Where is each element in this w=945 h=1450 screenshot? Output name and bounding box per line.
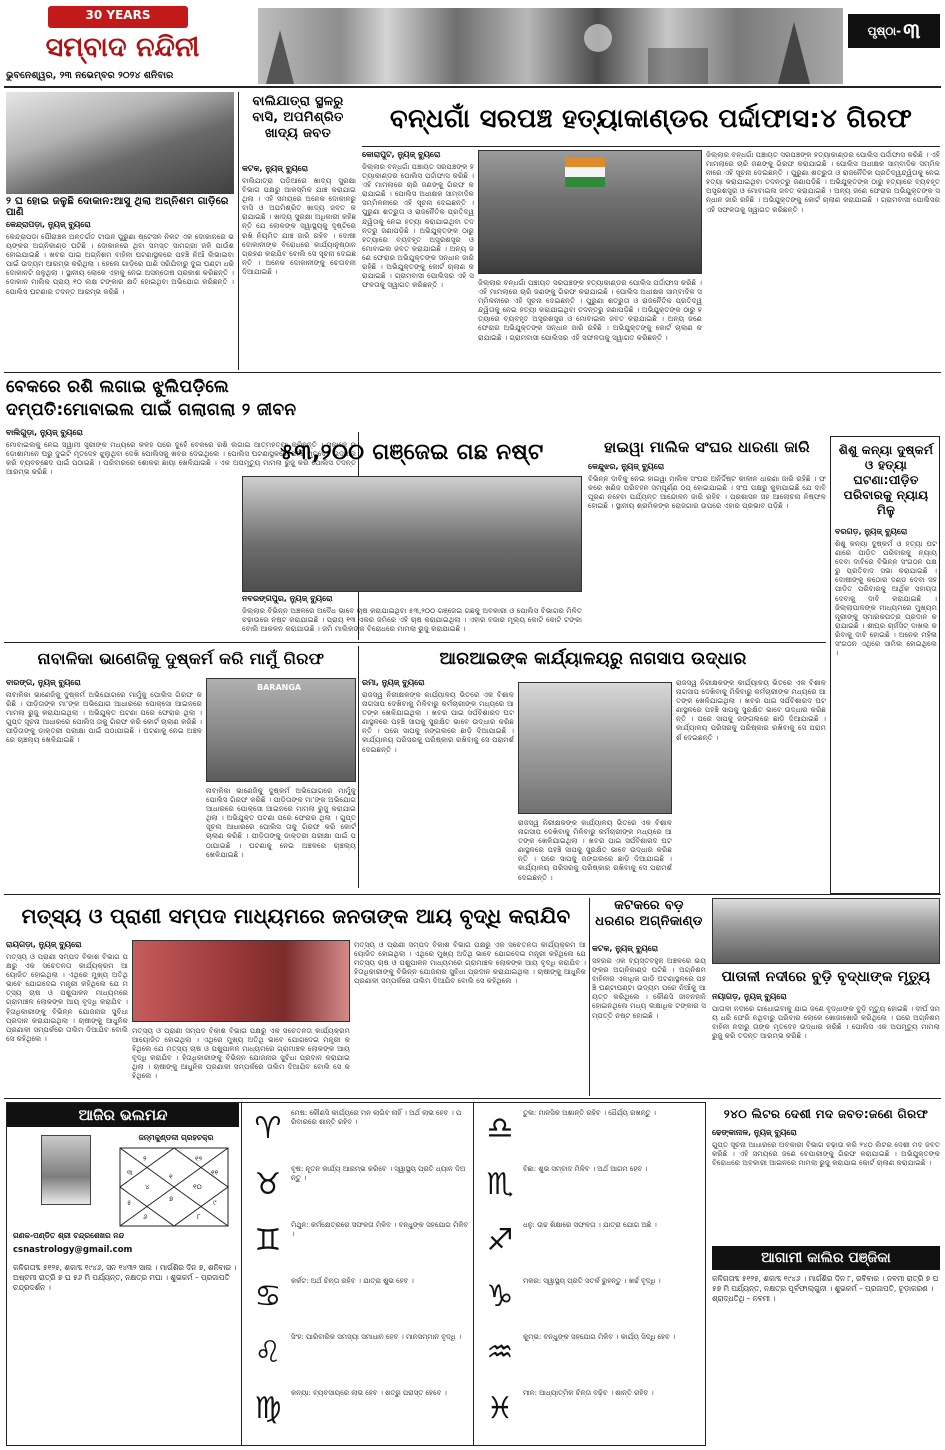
libra-text: ତୁଳା: ମାନସିକ ଅଶାନ୍ତି ରହିବ । ଧୈର୍ଯ୍ୟ ରଖନ୍ତୁ ।: [523, 1109, 656, 1117]
liquor-byline: ଢେଙ୍କାନାଳ, ନ୍ୟୁଜ୍ ବ୍ୟୁରୋ: [712, 1128, 797, 1137]
couple-byline: ବାଲିଗୁଡ଼ା, ନ୍ୟୁଜ୍ ବ୍ୟୁରୋ: [6, 428, 83, 437]
section-rule-1: [4, 372, 941, 373]
kundali-num-3: ୩: [127, 1169, 133, 1177]
kundali-num-7: ୭: [169, 1195, 174, 1203]
capricorn-icon: ♑: [486, 1278, 514, 1314]
minor-headline[interactable]: ନାବାଳିକା ଭାଣେଜିକୁ ଦୁଷ୍କର୍ମ କରି ମାମୁଁ ଗିରଫ: [37, 649, 325, 668]
sarpanch-col-c: [706, 150, 940, 370]
snake-col-a: [362, 678, 514, 888]
section-rule-2: [4, 642, 826, 643]
kundali-num-10: ୧୦: [193, 1183, 202, 1191]
balijatra-headline[interactable]: ବାଲିଯାତ୍ରା ସ୍ଥଳରୁ ବାସି, ଅପମିଶ୍ରିତ ଖାଦ୍ୟ ଜବତ: [252, 94, 344, 141]
sarpanch-headline[interactable]: ବନ୍ଧଗାଁ ସରପଞ୍ଚ ହତ୍ୟାକାଣ୍ଡର ପର୍ଦ୍ଦାଫାସ:୪ ଗିରଫ: [389, 104, 913, 134]
police-station-photo: [206, 678, 356, 782]
highway-headline[interactable]: ହାଇୱା ମାଲିକ ସଂଘର ଧାରଣା ଜାରି: [604, 438, 810, 456]
girl-child-byline: ବରଗଡ଼, ନ୍ୟୁଜ୍ ବ୍ୟୁରୋ: [835, 527, 908, 536]
fish-event-photo: [132, 940, 350, 1022]
page-number: ୩: [903, 18, 921, 44]
drowning-body: ପାତାଳୀ ନଦୀରେ ଗାଧୋଇବାକୁ ଯାଇ ଜଣେ ବୃଦ୍ଧାଙ୍କ ବୁଡ଼ି ମୃତ୍ୟୁ ହୋଇଛି । ଦୀର୍ଘ ସମୟ ଧରି ଫେରି ନଥିବାରୁ ପରିବାର ଲୋକେ ଖୋଜାଖୋଜି କରିଥିଲେ । ପରେ ଅଗ୍ନିଶମ ବାହିନୀ ନଦୀରୁ ତାଙ୍କ ମୃତଦେହ ଉଦ୍ଧାର କରିଛି । ପୋଲିସ ଏକ ଅପମୃତ୍ୟୁ ମାମଲା ରୁଜୁ କରି ତଦନ୍ତ ଆରମ୍ଭ କରିଛି ।: [712, 1004, 940, 1041]
panjika-today: କଳିଗତାବ୍ଦ ୫୧୨୫, ଶକାବ୍ଦ ୧୯୪୬, ସନ ୧୪୩୨ ସାଲ । ମାର୍ଗଶିର ଦିନ ୭, ଶନିବାର । ଅଷ୍ଟମୀ ରାତ୍ରି ୭ ଘ ୫୬ ମି ପର୍ଯ୍ୟନ୍ତ, ନକ୍ଷତ୍ର ମଘା । ଶୁଭକର୍ମ – ପ୍ରଜାପତି ଚନ୍ଦ୍ରଦର୍ଶନ ।: [13, 1263, 237, 1292]
snake-body-cont: ରାଜସ୍ୱ ନିରୀକ୍ଷକଙ୍କ କାର୍ଯ୍ୟାଳୟ ଭିତରେ ଏକ ବିଶାଳ ନାଗସାପ ଦେଖିବାକୁ ମିଳିବାରୁ କର୍ମଚାରୀଙ୍କ ମଧ୍ୟରେ ଆତଙ୍କ ଖେଳିଯାଇଥିଲା । ଖବର ପାଇ ସର୍ପବିଶାରଦ ଘଟଣାସ୍ଥଳରେ ପହଞ୍ଚି ସାପକୁ ସୁରକ୍ଷିତ ଭାବେ ଉଦ୍ଧାର କରିଛନ୍ତି । ପରେ ସାପକୁ ଜଙ୍ଗଲରେ ଛାଡ଼ି ଦିଆଯାଇଛି । କାର୍ଯ୍ୟାଳୟ ପରିସରକୁ ପରିଷ୍କାର ରଖିବାକୁ ସେ ପରାମର୍ଶ ଦେଇଛନ୍ତି ।: [518, 818, 672, 882]
horoscope-mid-divider: [473, 1103, 474, 1445]
sarpanch-body-cont: ଜିଲ୍ଲାର ବନ୍ଧଗାଁ ପଞ୍ଚାୟତ ସରପଞ୍ଚଙ୍କ ହତ୍ୟାକାଣ୍ଡର ପୋଲିସ ପର୍ଦ୍ଦାଫାସ କରିଛି । ଏହି ମାମଲାରେ ଚାରି ଜଣଙ୍କୁ ଗିରଫ କରାଯାଇଛି । ପୋଲିସ ଅଧୀକ୍ଷକ ସାମ୍ବାଦିକ ସମ୍ମିଳନୀରେ ଏହି ସୂଚନା ଦେଇଛନ୍ତି । ପୁରୁଣା ଶତ୍ରୁତା ଓ ରାଜନୈତିକ ପ୍ରତିଦ୍ୱନ୍ଦ୍ୱିତାକୁ ନେଇ ହତ୍ୟା କରାଯାଇଥିବା ତଦନ୍ତରୁ ଜଣାପଡ଼ିଛି । ଅଭିଯୁକ୍ତଙ୍କ ଠାରୁ ହତ୍ୟାରେ ବ୍ୟବହୃତ ଅସ୍ତ୍ରଶସ୍ତ୍ର ଓ ମୋବାଇଲ ଜବତ କରାଯାଇଛି । ଅନ୍ୟ ଜଣେ ଫେରାର ଅଭିଯୁକ୍ତଙ୍କ ସନ୍ଧାନ ଜାରି ରହିଛି । ଅଭିଯୁକ୍ତଙ୍କୁ କୋର୍ଟ ଚାଲାଣ କରାଯାଇଛି । ଗ୍ରାମବାସୀ ପୋଲିସର ଏହି ସଫଳତାକୁ ସ୍ୱାଗତ କରିଛନ୍ତି ।: [478, 278, 702, 342]
kundali-label: ଜନ୍ମକୁଣ୍ଡଳୀ ଗ୍ରହଚକ୍ର: [138, 1133, 214, 1142]
kundali-num-8: ୮: [197, 1213, 201, 1221]
libra-icon: ♎: [486, 1110, 514, 1146]
minor-body-cont: ନାବାଳିକା ଭାଣେଜିକୁ ଦୁଷ୍କର୍ମ ଅଭିଯୋଗରେ ମାମୁଁକୁ ପୋଲିସ ଗିରଫ କରିଛି । ପୀଡ଼ିତାଙ୍କ ମା’ଙ୍କ ଅଭିଯୋଗ ଆଧାରରେ ପୋକ୍ସୋ ଆଇନରେ ମାମଲା ରୁଜୁ କରାଯାଇଥିଲା । ଅଭିଯୁକ୍ତ ଘଟଣା ପରେ ଫେରାର ଥିଲା । ଗୁପ୍ତ ସୂଚନା ଆଧାରରେ ପୋଲିସ ତାକୁ ଗିରଫ କରି କୋର୍ଟ ଚାଲାଣ କରିଛି । ପୀଡ଼ିତାଙ୍କୁ ଡାକ୍ତରୀ ପରୀକ୍ଷା ପାଇଁ ପଠାଯାଇଛି । ଘଟଣାକୁ ନେଇ ଅଞ୍ଚଳରେ ଚାଞ୍ଚଲ୍ୟ ଖେଳିଯାଇଛି ।: [206, 786, 356, 859]
fish-headline[interactable]: ମତ୍ସ୍ୟ ଓ ପ୍ରାଣୀ ସମ୍ପଦ ମାଧ୍ୟମରେ ଜନତାଙ୍କ ଆୟ ବୃଦ୍ଧି କରାଯିବ: [21, 904, 571, 928]
masthead-rule: [4, 86, 941, 88]
fire-shop-photo: [6, 92, 234, 194]
sarpanch-col-b: [478, 278, 702, 370]
masthead: [0, 0, 945, 86]
minor-body: ନାବାଳିକା ଭାଣେଜିକୁ ଦୁଷ୍କର୍ମ ଅଭିଯୋଗରେ ମାମୁଁକୁ ପୋଲିସ ଗିରଫ କରିଛି । ପୀଡ଼ିତାଙ୍କ ମା’ଙ୍କ ଅଭିଯୋଗ ଆଧାରରେ ପୋକ୍ସୋ ଆଇନରେ ମାମଲା ରୁଜୁ କରାଯାଇଥିଲା । ଅଭିଯୁକ୍ତ ଘଟଣା ପରେ ଫେରାର ଥିଲା । ଗୁପ୍ତ ସୂଚନା ଆଧାରରେ ପୋଲିସ ତାକୁ ଗିରଫ କରି କୋର୍ଟ ଚାଲାଣ କରିଛି । ପୀଡ଼ିତାଙ୍କୁ ଡାକ୍ତରୀ ପରୀକ୍ଷା ପାଇଁ ପଠାଯାଇଛି । ଘଟଣାକୁ ନେଇ ଅଞ୍ଚଳରେ ଚାଞ୍ଚଲ୍ୟ ଖେଳିଯାଇଛି ।: [6, 690, 202, 745]
taurus-icon: ♉: [254, 1166, 282, 1202]
drowning-byline: ନୟାଗଡ଼, ନ୍ୟୁଜ୍ ବ୍ୟୁରୋ: [712, 992, 787, 1001]
snake-col-b: [518, 818, 672, 888]
liquor-article: [712, 1128, 940, 1240]
highway-body: ବିଭିନ୍ନ ଦାବିକୁ ନେଇ ହାଇୱା ମାଲିକ ସଂଘର ଅନିର୍ଦ୍ଦିଷ୍ଟ କାଳୀନ ଧାରଣା ଜାରି ରହିଛି । ଫଳରେ ଖଣିଜ ପରିବହନ ସମ୍ପୂର୍ଣ୍ଣ ଠପ୍ ହୋଇଯାଇଛି । ସଂଘ ପକ୍ଷରୁ କୁହାଯାଇଛି ଯେ ଦାବି ପୂରଣ ନହେବା ପର୍ଯ୍ୟନ୍ତ ଆନ୍ଦୋଳନ ଜାରି ରହିବ । ପ୍ରଶାସନ ସହ ଆଲୋଚନା ନିଷ୍ଫଳ ହୋଇଛି । ସ୍ଥାନୀୟ ଶ୍ରମିକଙ୍କ ରୋଜଗାର ଉପରେ ଏହାର ପ୍ରଭାବ ପଡ଼ିଛି ।: [588, 474, 826, 511]
cuttack-fire-headline[interactable]: କଟକରେ ବଡ଼ ଧରଣର ଅଗ୍ନିକାଣ୍ଡ: [595, 898, 703, 929]
kundali-numbers: [119, 1147, 229, 1227]
leo-icon: ♌: [254, 1334, 282, 1370]
flag-icon: [565, 157, 605, 187]
couple-headline[interactable]: ବେକରେ ରଶି ଲଗାଇ ଝୁଲିପଡ଼ିଲେ ଦମ୍ପତି:ମୋବାଇଲ ପାଇଁ ଗଲାଗଲା ୨ ଜୀବନ: [6, 377, 297, 420]
minor-col-a: [6, 678, 202, 888]
girl-child-article: [835, 527, 937, 891]
girl-child-box: [830, 436, 940, 894]
sagittarius-text: ଧନୁ: ଉଚ୍ଚ ଶିକ୍ଷାରେ ସଫଳତା । ଯାତ୍ରା ଯୋଗ ଅଛି ।: [523, 1221, 657, 1229]
years-label: 30 YEARS: [85, 8, 151, 22]
pisces-icon: ♓: [486, 1390, 514, 1426]
horoscope-title: ଆଜିର ଭଲମନ୍ଦ: [78, 1106, 168, 1124]
balijatra-byline: କଟକ, ନ୍ୟୁଜ୍ ବ୍ୟୁରୋ: [242, 164, 309, 173]
fire-shop-article: [6, 220, 234, 370]
banner-photo-strip: [258, 8, 843, 84]
police-station-sign: BARANGA: [257, 683, 302, 692]
ganja-headline[interactable]: ୫୩,୨୦୦ ଗଞ୍ଜେଇ ଗଛ ନଷ୍ଟ: [280, 440, 544, 465]
drowning-article: [712, 992, 940, 1096]
highway-byline: କେନ୍ଦୁଝର, ନ୍ୟୁଜ୍ ବ୍ୟୁରୋ: [588, 462, 665, 471]
dateline: ଭୁବନେଶ୍ୱର, ୨୩ ନଭେମ୍ବର ୨୦୨୪ ଶନିବାର: [6, 70, 174, 81]
horoscope-divider: [241, 1103, 242, 1445]
cuttack-fire-article: [592, 944, 706, 1096]
snake-headline[interactable]: ଆରଆଇଙ୍କ କାର୍ଯ୍ୟାଳୟରୁ ନାଗସାପ ଉଦ୍ଧାର: [439, 649, 747, 669]
press-conference-photo: [478, 150, 702, 274]
cancer-icon: ♋: [254, 1278, 282, 1314]
aquarius-text: କୁମ୍ଭ: ବନ୍ଧୁଙ୍କ ସହଯୋଗ ମିଳିବ । କାର୍ଯ୍ୟ ସିଦ୍ଧି ହେବ ।: [523, 1333, 676, 1341]
snake-col-c: [676, 678, 826, 888]
gemini-icon: ♊: [254, 1222, 282, 1258]
virgo-icon: ♍: [254, 1390, 282, 1426]
astrologer-photo: [41, 1135, 91, 1205]
col-rule-1: [238, 92, 239, 370]
balijatra-article: [242, 164, 356, 370]
ganja-article: [242, 594, 582, 638]
aries-text: ମେଷ: କୌଣସି କାର୍ଯ୍ୟରେ ମନ ଲାଗିବ ନାହିଁ । ଅର୍ଥ ଲାଭ ହେବ । ପରିବାରରେ ଶାନ୍ତି ରହିବ ।: [291, 1109, 462, 1126]
minor-byline: ବାରଙ୍ଗ, ନ୍ୟୁଜ୍ ବ୍ୟୁରୋ: [6, 678, 81, 687]
highway-article: [588, 462, 826, 640]
pisces-text: ମୀନ: ଆଧ୍ୟାତ୍ମିକ ଚିନ୍ତା ବଢ଼ିବ । ଶାନ୍ତି ରହିବ ।: [523, 1389, 654, 1397]
panjika-tomorrow-title: ଆଗାମୀ କାଲିର ପଞ୍ଜିକା: [761, 1250, 891, 1266]
newspaper-logo[interactable]: ସମ୍ବାଦ ନନ୍ଦିନୀ: [45, 32, 200, 63]
kundali-num-2: ୨: [143, 1155, 147, 1163]
col-rule-3: [358, 646, 359, 888]
balijatra-body: ବାଲିଯାତ୍ରା ପଡ଼ିଆରେ ଖାଦ୍ୟ ସୁରକ୍ଷା ବିଭାଗ ପକ୍ଷରୁ ଆକସ୍ମିକ ଯାଞ୍ଚ କରାଯାଇଥିଲା । ଏହି ସମୟରେ ଅନେକ ଦୋକାନରୁ ବାସି ଓ ଅପମିଶ୍ରିତ ଖାଦ୍ୟ ଜବତ କରାଯାଇଛି । ଖାଦ୍ୟ ସୁରକ୍ଷା ଅଧିକାରୀ କହିଛନ୍ତି ଯେ ଲୋକଙ୍କ ସ୍ୱାସ୍ଥ୍ୟକୁ ଦୃଷ୍ଟିରେ ରଖି ନିୟମିତ ଯାଞ୍ଚ ଜାରି ରହିବ । ଦୋଷୀ ଦୋକାନୀଙ୍କ ବିରୋଧରେ କାର୍ଯ୍ୟାନୁଷ୍ଠାନ ଗ୍ରହଣ କରାଯିବ ବୋଲି ସେ ସୂଚନା ଦେଇଛନ୍ତି । ଅନେକ ଦୋକାନୀଙ୍କୁ ଚେତାବନୀ ଦିଆଯାଇଛି ।: [242, 176, 356, 276]
snake-body: ରାଜସ୍ୱ ନିରୀକ୍ଷକଙ୍କ କାର୍ଯ୍ୟାଳୟ ଭିତରେ ଏକ ବିଶାଳ ନାଗସାପ ଦେଖିବାକୁ ମିଳିବାରୁ କର୍ମଚାରୀଙ୍କ ମଧ୍ୟରେ ଆତଙ୍କ ଖେଳିଯାଇଥିଲା । ଖବର ପାଇ ସର୍ପବିଶାରଦ ଘଟଣାସ୍ଥଳରେ ପହଞ୍ଚି ସାପକୁ ସୁରକ୍ଷିତ ଭାବେ ଉଦ୍ଧାର କରିଛନ୍ତି । ପରେ ସାପକୁ ଜଙ୍ଗଲରେ ଛାଡ଼ି ଦିଆଯାଇଛି । କାର୍ଯ୍ୟାଳୟ ପରିସରକୁ ପରିଷ୍କାର ରଖିବାକୁ ସେ ପରାମର୍ଶ ଦେଇଛନ୍ତି ।: [362, 690, 514, 754]
cuttack-fire-byline: କଟକ, ନ୍ୟୁଜ୍ ବ୍ୟୁରୋ: [592, 944, 659, 953]
horoscope-section: [6, 1102, 706, 1446]
ganja-byline: ନବରଙ୍ଗପୁର, ନ୍ୟୁଜ୍ ବ୍ୟୁରୋ: [242, 594, 333, 603]
gemini-text: ମିଥୁନ: କର୍ମକ୍ଷେତ୍ରରେ ସଫଳତା ମିଳିବ । ବନ୍ଧୁଙ୍କ ସହଯୋଗ ମିଳିବ ।: [291, 1221, 471, 1238]
taurus-text: ବୃଷ: ନୂତନ କାର୍ଯ୍ୟ ଆରମ୍ଭ କରିବେ । ସ୍ୱାସ୍ଥ୍ୟ ପ୍ରତି ଧ୍ୟାନ ଦିଅନ୍ତୁ ।: [291, 1165, 466, 1182]
sarpanch-rule: [362, 146, 940, 147]
page-label: ପୃଷ୍ଠା-: [867, 23, 902, 38]
kundali-num-12: ୧୨: [195, 1155, 203, 1163]
scorpio-icon: ♏: [486, 1166, 514, 1202]
minor-col-b: [206, 786, 356, 888]
page-number-badge: [848, 14, 940, 48]
fish-col-b: [132, 1026, 350, 1096]
kundali-num-11: ୧୧: [211, 1169, 219, 1177]
cancer-text: କର୍କଟ: ଅର୍ଥ ଚିନ୍ତା ରହିବ । ଯାତ୍ରା ଶୁଭ ହେବ ।: [291, 1277, 414, 1285]
temple-icon: [258, 8, 843, 84]
fire-shop-body: କେନ୍ଦ୍ରାପଡ଼ା ପୌରାଞ୍ଚଳ ଅନ୍ତର୍ଗତ ଟାଉନ ପୁରୁଣା ଷ୍ଟେସନ ନିକଟ ଏକ ଦୋକାନରେ ଭୟଙ୍କର ଅଗ୍ନିକାଣ୍ଡ ଘଟିଛି । ଦୋକାନରେ ଥିବା ସମସ୍ତ ସାମଗ୍ରୀ ଜଳି ପାଉଁଶ ହୋଇଯାଇଛି । ଖବର ପାଇ ଅଗ୍ନିଶମ ବାହିନୀ ଘଟଣାସ୍ଥଳରେ ପହଞ୍ଚି ନିଆଁ ଲିଭାଇବା ପାଇଁ ଉଦ୍ୟମ ଆରମ୍ଭ କରିଥିଲା । ହେଲେ ଗାଡ଼ିରେ ପାଣି ସରିଯିବାରୁ ଦୁଇ ଘଣ୍ଟା ଧରି ଦୋକାନଟି ଜଳୁଥିଲା । ସ୍ଥାନୀୟ ଲୋକେ ଏହାକୁ ନେଇ ଅସନ୍ତୋଷ ପ୍ରକାଶ କରିଛନ୍ତି । ଦୋକାନ ମାଲିକ ପ୍ରାୟ ୧୦ ଲକ୍ଷ ଟଙ୍କାର କ୍ଷତି ହୋଇଥିବା ଅଭିଯୋଗ କରିଛନ୍ତି । ପୋଲିସ ଘଟଣାର ତଦନ୍ତ ଆରମ୍ଭ କରିଛି ।: [6, 232, 234, 296]
ganja-field-photo: [242, 476, 582, 592]
liquor-body: ଗୁପ୍ତ ସୂଚନା ଆଧାରରେ ଅବକାରୀ ବିଭାଗ ଚଢ଼ାଉ କରି ୨୪୦ ଲିଟର ଦେଶୀ ମଦ ଜବତ କରିଛି । ଏହି ସମୟରେ ଜଣେ ବେପାରୀଙ୍କୁ ଗିରଫ କରାଯାଇଛି । ଅଭିଯୁକ୍ତଙ୍କ ବିରୋଧରେ ଅବକାରୀ ଆଇନରେ ମାମଲା ରୁଜୁ କରାଯାଇ କୋର୍ଟ ଚାଲାଣ କରାଯାଇଛି ।: [712, 1140, 940, 1168]
fish-col-a: [6, 940, 128, 1096]
scorpio-text: ବିଛା: ଶୁଭ ସମ୍ବାଦ ମିଳିବ । ଅର୍ଥ ଆଗମ ହେବ ।: [523, 1165, 648, 1173]
col-rule-4: [589, 898, 590, 1096]
fish-body-cont: ମତ୍ସ୍ୟ ଓ ପ୍ରାଣୀ ସମ୍ପଦ ବିକାଶ ବିଭାଗ ପକ୍ଷରୁ ଏକ ସଚେତନତା କାର୍ଯ୍ୟକ୍ରମ ଆୟୋଜିତ ହୋଇଥିଲା । ଏଥିରେ ମୁଖ୍ୟ ଅତିଥି ଭାବେ ଯୋଗଦେଇ ମନ୍ତ୍ରୀ କହିଥିଲେ ଯେ ମତ୍ସ୍ୟ ଚାଷ ଓ ପଶୁପାଳନ ମାଧ୍ୟମରେ ଗ୍ରାମାଞ୍ଚଳ ଲୋକଙ୍କ ଆୟ ବୃଦ୍ଧି କରାଯିବ । ହିତାଧିକାରୀଙ୍କୁ ବିଭିନ୍ନ ଯୋଜନାର ସୁବିଧା ପ୍ରଦାନ କରାଯାଇଥିଲା । ଚାଷୀଙ୍କୁ ଆଧୁନିକ ପ୍ରଣାଳୀ ସମ୍ପର୍କରେ ତାଲିମ ଦିଆଯିବ ବୋଲି ସେ କହିଥିଲେ ।: [132, 1026, 350, 1081]
kundali-num-5: ୫: [127, 1199, 132, 1207]
fish-body-cont-2: ମତ୍ସ୍ୟ ଓ ପ୍ରାଣୀ ସମ୍ପଦ ବିକାଶ ବିଭାଗ ପକ୍ଷରୁ ଏକ ସଚେତନତା କାର୍ଯ୍ୟକ୍ରମ ଆୟୋଜିତ ହୋଇଥିଲା । ଏଥିରେ ମୁଖ୍ୟ ଅତିଥି ଭାବେ ଯୋଗଦେଇ ମନ୍ତ୍ରୀ କହିଥିଲେ ଯେ ମତ୍ସ୍ୟ ଚାଷ ଓ ପଶୁପାଳନ ମାଧ୍ୟମରେ ଗ୍ରାମାଞ୍ଚଳ ଲୋକଙ୍କ ଆୟ ବୃଦ୍ଧି କରାଯିବ । ହିତାଧିକାରୀଙ୍କୁ ବିଭିନ୍ନ ଯୋଜନାର ସୁବିଧା ପ୍ରଦାନ କରାଯାଇଥିଲା । ଚାଷୀଙ୍କୁ ଆଧୁନିକ ପ୍ରଣାଳୀ ସମ୍ପର୍କରେ ତାଲିମ ଦିଆଯିବ ବୋଲି ସେ କହିଥିଲେ ।: [354, 940, 586, 986]
girl-child-headline[interactable]: ଶିଶୁ କନ୍ୟା ଦୁଷ୍କର୍ମ ଓ ହତ୍ୟା ଘଟଣା:ପୀଡ଼ିତ ପରିବାରକୁ ନ୍ୟାୟ ମିଳୁ: [838, 443, 934, 517]
river-rescue-photo: [712, 898, 940, 964]
snake-byline: ରମା, ନ୍ୟୁଜ୍ ବ୍ୟୁରୋ: [362, 678, 425, 687]
aquarius-icon: ♒: [486, 1334, 514, 1370]
kundali-num-1: ୧: [169, 1173, 173, 1181]
horoscope-title-bar: [7, 1103, 239, 1127]
section-rule-4: [4, 1098, 941, 1099]
astrologer-name: ଗଣକ-ପଣ୍ଡିତ ଶ୍ରୀ ଚନ୍ଦ୍ରଶେଖର ନନ୍ଦ: [13, 1231, 125, 1240]
sarpanch-col-a: [362, 150, 474, 370]
sarpanch-body: ଜିଲ୍ଲାର ବନ୍ଧଗାଁ ପଞ୍ଚାୟତ ସରପଞ୍ଚଙ୍କ ହତ୍ୟାକାଣ୍ଡର ପୋଲିସ ପର୍ଦ୍ଦାଫାସ କରିଛି । ଏହି ମାମଲାରେ ଚାରି ଜଣଙ୍କୁ ଗିରଫ କରାଯାଇଛି । ପୋଲିସ ଅଧୀକ୍ଷକ ସାମ୍ବାଦିକ ସମ୍ମିଳନୀରେ ଏହି ସୂଚନା ଦେଇଛନ୍ତି । ପୁରୁଣା ଶତ୍ରୁତା ଓ ରାଜନୈତିକ ପ୍ରତିଦ୍ୱନ୍ଦ୍ୱିତାକୁ ନେଇ ହତ୍ୟା କରାଯାଇଥିବା ତଦନ୍ତରୁ ଜଣାପଡ଼ିଛି । ଅଭିଯୁକ୍ତଙ୍କ ଠାରୁ ହତ୍ୟାରେ ବ୍ୟବହୃତ ଅସ୍ତ୍ରଶସ୍ତ୍ର ଓ ମୋବାଇଲ ଜବତ କରାଯାଇଛି । ଅନ୍ୟ ଜଣେ ଫେରାର ଅଭିଯୁକ୍ତଙ୍କ ସନ୍ଧାନ ଜାରି ରହିଛି । ଅଭିଯୁକ୍ତଙ୍କୁ କୋର୍ଟ ଚାଲାଣ କରାଯାଇଛି । ଗ୍ରାମବାସୀ ପୋଲିସର ଏହି ସଫଳତାକୁ ସ୍ୱାଗତ କରିଛନ୍ତି ।: [362, 162, 474, 290]
sagittarius-icon: ♐: [486, 1222, 514, 1258]
panjika-tomorrow-bar: [712, 1246, 940, 1270]
leo-text: ସିଂହ: ପାରିବାରିକ ସମସ୍ୟା ସମାଧାନ ହେବ । ମାନସମ୍ମାନ ବୃଦ୍ଧି ।: [291, 1333, 461, 1341]
fish-col-c: [354, 940, 586, 1096]
kundali-num-6: ୬: [143, 1213, 148, 1221]
cuttack-fire-body: ସହରର ଏକ ବ୍ୟସ୍ତବହୁଳ ଅଞ୍ଚଳରେ ଭୟଙ୍କର ଅଗ୍ନିକାଣ୍ଡ ଘଟିଛି । ଅଗ୍ନିଶମ ବାହିନୀର ଏକାଧିକ ଗାଡ଼ି ଘଟଣାସ୍ଥଳରେ ପହଞ୍ଚି ଘଣ୍ଟାଘଣ୍ଟା ଉଦ୍ୟମ ପରେ ନିଆଁକୁ ଆୟତ୍ତ କରିଥିଲେ । କୌଣସି ଜୀବନହାନି ହୋଇନଥିଲେ ମଧ୍ୟ ଲକ୍ଷାଧିକ ଟଙ୍କାର ସମ୍ପତ୍ତି ନଷ୍ଟ ହୋଇଛି ।: [592, 956, 706, 1020]
section-rule-3: [4, 894, 941, 895]
snake-body-cont-2: ରାଜସ୍ୱ ନିରୀକ୍ଷକଙ୍କ କାର୍ଯ୍ୟାଳୟ ଭିତରେ ଏକ ବିଶାଳ ନାଗସାପ ଦେଖିବାକୁ ମିଳିବାରୁ କର୍ମଚାରୀଙ୍କ ମଧ୍ୟରେ ଆତଙ୍କ ଖେଳିଯାଇଥିଲା । ଖବର ପାଇ ସର୍ପବିଶାରଦ ଘଟଣାସ୍ଥଳରେ ପହଞ୍ଚି ସାପକୁ ସୁରକ୍ଷିତ ଭାବେ ଉଦ୍ଧାର କରିଛନ୍ତି । ପରେ ସାପକୁ ଜଙ୍ଗଲରେ ଛାଡ଼ି ଦିଆଯାଇଛି । କାର୍ଯ୍ୟାଳୟ ପରିସରକୁ ପରିଷ୍କାର ରଖିବାକୁ ସେ ପରାମର୍ଶ ଦେଇଛନ୍ତି ।: [676, 678, 826, 742]
fish-byline: ରାୟଗଡ଼ା, ନ୍ୟୁଜ୍ ବ୍ୟୁରୋ: [6, 940, 82, 949]
girl-child-body: ଶିଶୁ କନ୍ୟା ଦୁଷ୍କର୍ମ ଓ ହତ୍ୟା ଘଟଣାରେ ପୀଡ଼ିତ ପରିବାରକୁ ନ୍ୟାୟ ଦେବା ଦାବିରେ ବିଭିନ୍ନ ସଂଗଠନ ପକ୍ଷରୁ ପ୍ରତିବାଦ ସଭା କରାଯାଇଛି । ଦୋଷୀଙ୍କୁ କଠୋର ଦଣ୍ଡ ଦେବା ସହ ପୀଡ଼ିତ ପରିବାରକୁ ଆର୍ଥିକ ସହାୟତା ଦେବାକୁ ଦାବି କରାଯାଇଛି । ଜିଲ୍ଲାପାଳଙ୍କ ମାଧ୍ୟମରେ ମୁଖ୍ୟମନ୍ତ୍ରୀଙ୍କୁ ସ୍ମାରକପତ୍ର ପ୍ରଦାନ କରାଯାଇଛି । ଶୀଘ୍ର ଚାର୍ଜସିଟ୍ ଦାଖଲ କରିବାକୁ ଦାବି ହୋଇଛି । ଅନେକ ମହିଳା ସଂଗଠନ ଏଥିରେ ସାମିଲ ହୋଇଥିଲେ ।: [835, 539, 937, 658]
couple-body: ମୋବାଇଲକୁ ନେଇ ସ୍ୱାମୀ ସ୍ତ୍ରୀଙ୍କ ମଧ୍ୟରେ କଳହ ପରେ ଦୁହେଁ ବେକରେ ରଶି ଲଗାଇ ଆତ୍ମହତ୍ୟା କରିଛନ୍ତି । ସକାଳେ ପଡ଼ୋଶୀମାନେ ଘରୁ ଦୁଇଟି ମୃତଦେହ ଝୁଲୁଥିବା ଦେଖି ପୋଲିସକୁ ଖବର ଦେଇଥିଲେ । ପୋଲିସ ଘଟଣାସ୍ଥଳରେ ପହଞ୍ଚି ମୃତଦେହ ଉଦ୍ଧାର କରି ବ୍ୟବଚ୍ଛେଦ ପାଇଁ ପଠାଇଛି । ପରିବାରରେ ଶୋକର ଛାୟା ଖେଳିଯାଇଛି । ଏକ ଅପମୃତ୍ୟୁ ମାମଲା ରୁଜୁ କରି ପୋଲିସ ତଦନ୍ତ ଆରମ୍ଭ କରିଛି ।: [6, 440, 356, 477]
panjika-tomorrow-text: କଳିଗତାବ୍ଦ ୫୧୨୫, ଶକାବ୍ଦ ୧୯୪୬ । ମାର୍ଗଶିର ଦିନ ୮, ରବିବାର । ନବମୀ ରାତ୍ରି ୭ ଘ ୫୭ ମି ପର୍ଯ୍ୟନ୍ତ, ନକ୍ଷତ୍ର ପୂର୍ବଫାଲ୍ଗୁନୀ । ଶୁଭକର୍ମ – ପ୍ରଜାପତି, ଚୂଡ଼ାକରଣ । ଶ୍ରାଦ୍ଧତିଥି – ନବମୀ ।: [712, 1274, 939, 1303]
astrologer-contact[interactable]: csnastrology@gmail.com: [13, 1245, 133, 1255]
ganja-body: ଜିଲ୍ଲାର ବିଭିନ୍ନ ଅଞ୍ଚଳରେ ଅବୈଧ ଭାବେ ଚାଷ କରାଯାଇଥିବା ୫୩,୨୦୦ ଗଞ୍ଜେଇ ଗଛକୁ ଅବକାରୀ ଓ ପୋଲିସ ବିଭାଗର ମିଳିତ ଚଢ଼ାଉରେ ନଷ୍ଟ କରାଯାଇଛି । ପ୍ରାୟ ୧୩ ଏକର ଜମିରେ ଏହି ଚାଷ କରାଯାଇଥିଲା । ଏହାର ବଜାର ମୂଲ୍ୟ କୋଟି କୋଟି ଟଙ୍କା ବୋଲି ଆକଳନ କରାଯାଉଛି । ଜମି ମାଲିକଙ୍କ ବିରୋଧରେ ମାମଲା ରୁଜୁ କରାଯାଇଛି ।: [242, 606, 582, 634]
aries-icon: ♈: [254, 1110, 282, 1146]
kundali-num-9: ୯: [213, 1199, 217, 1207]
sarpanch-body-cont-2: ଜିଲ୍ଲାର ବନ୍ଧଗାଁ ପଞ୍ଚାୟତ ସରପଞ୍ଚଙ୍କ ହତ୍ୟାକାଣ୍ଡର ପୋଲିସ ପର୍ଦ୍ଦାଫାସ କରିଛି । ଏହି ମାମଲାରେ ଚାରି ଜଣଙ୍କୁ ଗିରଫ କରାଯାଇଛି । ପୋଲିସ ଅଧୀକ୍ଷକ ସାମ୍ବାଦିକ ସମ୍ମିଳନୀରେ ଏହି ସୂଚନା ଦେଇଛନ୍ତି । ପୁରୁଣା ଶତ୍ରୁତା ଓ ରାଜନୈତିକ ପ୍ରତିଦ୍ୱନ୍ଦ୍ୱିତାକୁ ନେଇ ହତ୍ୟା କରାଯାଇଥିବା ତଦନ୍ତରୁ ଜଣାପଡ଼ିଛି । ଅଭିଯୁକ୍ତଙ୍କ ଠାରୁ ହତ୍ୟାରେ ବ୍ୟବହୃତ ଅସ୍ତ୍ରଶସ୍ତ୍ର ଓ ମୋବାଇଲ ଜବତ କରାଯାଇଛି । ଅନ୍ୟ ଜଣେ ଫେରାର ଅଭିଯୁକ୍ତଙ୍କ ସନ୍ଧାନ ଜାରି ରହିଛି । ଅଭିଯୁକ୍ତଙ୍କୁ କୋର୍ଟ ଚାଲାଣ କରାଯାଇଛି । ଗ୍ରାମବାସୀ ପୋଲିସର ଏହି ସଫଳତାକୁ ସ୍ୱାଗତ କରିଛନ୍ତି ।: [706, 150, 940, 214]
virgo-text: କନ୍ୟା: ବ୍ୟବସାୟରେ ଲାଭ ହେବ । ଶତ୍ରୁ ପରାସ୍ତ ହେବେ ।: [291, 1389, 447, 1397]
sarpanch-byline: କୋରାପୁଟ, ନ୍ୟୁଜ୍ ବ୍ୟୁରୋ: [362, 150, 441, 159]
fire-shop-headline[interactable]: ୨ ଘ ହୋଇ ଜଳୁଛି ଦୋକାନ:ଆସୁ ଥିଲା ଅଗ୍ନିଶମ ଗାଡ଼ିରେ ପାଣି: [6, 196, 229, 218]
capricorn-text: ମକର: ସ୍ୱାସ୍ଥ୍ୟ ପ୍ରତି ସତର୍କ ରୁହନ୍ତୁ । ଖର୍ଚ୍ଚ ବୃଦ୍ଧି ।: [523, 1277, 661, 1285]
kundali-num-4: ୪: [145, 1183, 150, 1191]
fire-shop-byline: କେନ୍ଦ୍ରାପଡ଼ା, ନ୍ୟୁଜ୍ ବ୍ୟୁରୋ: [6, 220, 91, 229]
liquor-headline[interactable]: ୨୪୦ ଲିଟର ଦେଶୀ ମଦ ଜବତ:ଜଣେ ଗିରଫ: [723, 1107, 929, 1121]
fish-body: ମତ୍ସ୍ୟ ଓ ପ୍ରାଣୀ ସମ୍ପଦ ବିକାଶ ବିଭାଗ ପକ୍ଷରୁ ଏକ ସଚେତନତା କାର୍ଯ୍ୟକ୍ରମ ଆୟୋଜିତ ହୋଇଥିଲା । ଏଥିରେ ମୁଖ୍ୟ ଅତିଥି ଭାବେ ଯୋଗଦେଇ ମନ୍ତ୍ରୀ କହିଥିଲେ ଯେ ମତ୍ସ୍ୟ ଚାଷ ଓ ପଶୁପାଳନ ମାଧ୍ୟମରେ ଗ୍ରାମାଞ୍ଚଳ ଲୋକଙ୍କ ଆୟ ବୃଦ୍ଧି କରାଯିବ । ହିତାଧିକାରୀଙ୍କୁ ବିଭିନ୍ନ ଯୋଜନାର ସୁବିଧା ପ୍ରଦାନ କରାଯାଇଥିଲା । ଚାଷୀଙ୍କୁ ଆଧୁନିକ ପ୍ରଣାଳୀ ସମ୍ପର୍କରେ ତାଲିମ ଦିଆଯିବ ବୋଲି ସେ କହିଥିଲେ ।: [6, 952, 128, 1043]
snake-rescue-photo: [518, 682, 672, 814]
drowning-headline[interactable]: ପାତାଳୀ ନଦୀରେ ବୁଡ଼ି ବୃଦ୍ଧାଙ୍କ ମୃତ୍ୟୁ: [721, 969, 931, 985]
